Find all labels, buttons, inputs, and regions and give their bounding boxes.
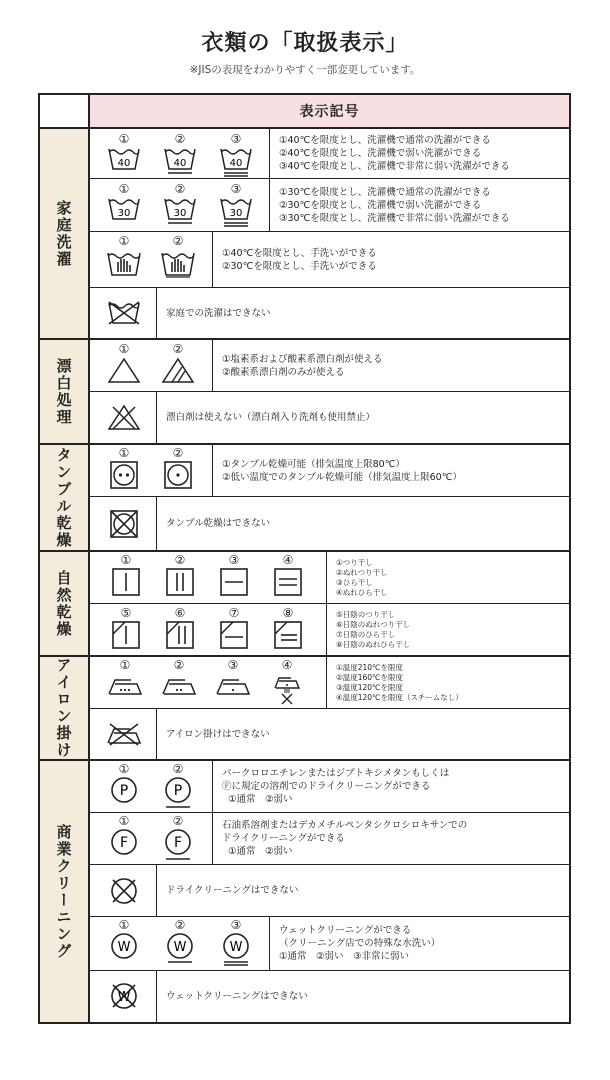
shade-drip-line-dry-icon: ⑥	[158, 607, 202, 650]
wash-40-description: ①40℃を限度とし、洗濯機で通常の洗濯ができる ②40℃を限度とし、洗濯機で弱い洗濯ができる ③40℃を限度とし、洗濯機で非常に弱い洗濯ができる	[279, 135, 510, 172]
svg-text:P: P	[173, 783, 183, 799]
category-iron: アイロン掛け	[40, 657, 90, 761]
no-wash-description: 家庭での洗濯はできない	[166, 307, 271, 319]
no-dry-clean-description: ドライクリーニングはできない	[166, 885, 299, 896]
svg-text:W: W	[117, 990, 131, 1005]
svg-text:40: 40	[229, 158, 243, 169]
bleach-any-icon: ①	[102, 343, 146, 384]
svg-text:30: 30	[229, 208, 243, 219]
wet-clean-description: ウェットクリーニングができる （クリーニング店での特殊な水洗い） ①通常 ②弱い ③非常に弱い	[279, 925, 441, 962]
row-wet-clean	[90, 917, 569, 971]
flat-dry-icon: ③	[212, 554, 256, 597]
wash-40-gentle-icon: ② 40	[158, 133, 202, 176]
no-bleach-icon	[102, 403, 146, 431]
row-bleach	[90, 340, 569, 392]
svg-text:W: W	[173, 940, 187, 955]
line-dry-icon: ①	[104, 554, 148, 597]
row-handwash	[90, 232, 569, 288]
svg-text:F: F	[119, 835, 129, 851]
no-dry-clean-icon	[102, 875, 146, 907]
no-wet-clean-description: ウェットクリーニングはできない	[166, 991, 308, 1002]
dry-clean-f-description: 石油系溶剤またはデカメチルペンタシクロシロキサンでの ドライクリーニングができる ①通常 ②弱い	[222, 820, 468, 857]
row-no-iron	[90, 709, 569, 761]
wet-clean-normal-icon: ① W	[102, 919, 146, 962]
wet-clean-very-gentle-icon: ③ W	[214, 919, 258, 968]
row-natural-dry-1	[90, 552, 569, 604]
svg-text:30: 30	[173, 208, 187, 219]
tumble-normal-icon: ①	[102, 447, 146, 490]
category-commercial: 商業クリーニング	[40, 761, 90, 1022]
drip-line-dry-icon: ②	[158, 554, 202, 597]
page-subtitle: ※JISの表現をわかりやすく一部変更しています。	[189, 64, 421, 76]
tumble-description: ①タンブル乾燥可能（排気温度上限80℃） ②低い温度でのタンブル乾燥可能（排気温度上限60℃）	[222, 458, 462, 483]
handwash-description: ①40℃を限度とし、手洗いができる ②30℃を限度とし、手洗いができる	[222, 247, 377, 272]
dry-clean-f-gentle-icon: ② F	[156, 815, 200, 862]
row-wash-40	[90, 129, 569, 179]
tumble-low-icon: ②	[156, 447, 200, 490]
bleach-description: ①塩素系および酸素系漂白剤が使える ②酸素系漂白剤のみが使える	[222, 353, 383, 378]
row-dry-clean-p	[90, 761, 569, 813]
table-header: 表示記号	[90, 95, 569, 129]
row-dry-clean-f	[90, 813, 569, 865]
row-no-dry-clean	[90, 865, 569, 917]
dry-clean-p-normal-icon: ① P	[102, 763, 146, 806]
row-no-wash	[90, 288, 569, 340]
shade-drip-flat-dry-icon: ⑧	[266, 607, 310, 650]
no-iron-icon	[102, 721, 146, 747]
row-iron	[90, 657, 569, 709]
category-home-wash: 家庭洗濯	[40, 129, 90, 340]
row-no-tumble	[90, 497, 569, 552]
shade-flat-dry-icon: ⑦	[212, 607, 256, 650]
wash-40-normal-icon: ① 40	[102, 133, 146, 172]
handwash-30-icon: ②	[156, 235, 200, 278]
wash-40-very-gentle-icon: ③ 40	[214, 133, 258, 178]
wash-30-normal-icon: ① 30	[102, 183, 146, 222]
svg-text:F: F	[173, 835, 183, 851]
row-tumble	[90, 445, 569, 497]
category-bleach: 漂白処理	[40, 340, 90, 445]
iron-no-steam-icon: ④	[264, 659, 310, 706]
header-corner	[40, 95, 90, 129]
category-natural-dry: 自然乾燥	[40, 552, 90, 657]
svg-text:P: P	[119, 783, 129, 799]
iron-description: ①温度210℃を限度 ②温度160℃を限度 ③温度120℃を限度 ④温度120℃を限度（スチームなし）	[336, 662, 463, 702]
wash-30-description: ①30℃を限度とし、洗濯機で通常の洗濯ができる ②30℃を限度とし、洗濯機で弱い洗濯ができる ③30℃を限度とし、洗濯機で非常に弱い洗濯ができる	[279, 186, 510, 224]
no-iron-description: アイロン掛けはできない	[166, 728, 270, 740]
iron-low-icon: ③	[210, 659, 256, 698]
wash-30-very-gentle-icon: ③ 30	[214, 183, 258, 228]
bleach-oxygen-icon: ②	[156, 343, 200, 384]
iron-high-icon: ①	[102, 659, 148, 698]
no-wash-icon	[102, 300, 146, 326]
dry-clean-f-normal-icon: ① F	[102, 815, 146, 858]
wet-clean-gentle-icon: ② W	[158, 919, 202, 966]
no-bleach-description: 漂白剤は使えない（漂白剤入り洗剤も使用禁止）	[166, 412, 376, 423]
row-no-wet-clean	[90, 971, 569, 1022]
row-no-bleach	[90, 392, 569, 445]
svg-text:W: W	[117, 940, 131, 955]
wash-30-gentle-icon: ② 30	[158, 183, 202, 226]
handwash-40-icon: ①	[102, 235, 146, 278]
care-label-table	[38, 93, 571, 1024]
row-wash-30	[90, 179, 569, 232]
svg-text:W: W	[229, 940, 243, 955]
page-title: 衣類の「取扱表示」	[201, 31, 409, 56]
category-tumble: タンブル乾燥	[40, 445, 90, 552]
no-wet-clean-icon	[102, 980, 146, 1012]
shade-line-dry-icon: ⑤	[104, 607, 148, 650]
svg-text:40: 40	[173, 158, 187, 169]
natural-dry-1-description: ①つり干し ②ぬれつり干し ③ひら干し ④ぬれひら干し	[336, 557, 388, 597]
natural-dry-2-description: ⑤日陰のつり干し ⑥日陰のぬれつり干し ⑦日陰のひら干し ⑧日陰のぬれひら干し	[336, 609, 411, 649]
svg-text:30: 30	[117, 208, 131, 219]
drip-flat-dry-icon: ④	[266, 554, 310, 597]
no-tumble-icon	[102, 509, 146, 539]
svg-text:40: 40	[117, 158, 131, 169]
dry-clean-p-gentle-icon: ② P	[156, 763, 200, 810]
no-tumble-description: タンブル乾燥はできない	[166, 518, 271, 529]
dry-clean-p-description: パークロロエチレンまたはジブトキシメタンもしくは Ⓕに規定の溶剤でのドライクリーニングができる ①通常 ②弱い	[222, 768, 450, 805]
row-natural-dry-2	[90, 604, 569, 657]
iron-medium-icon: ②	[156, 659, 202, 698]
